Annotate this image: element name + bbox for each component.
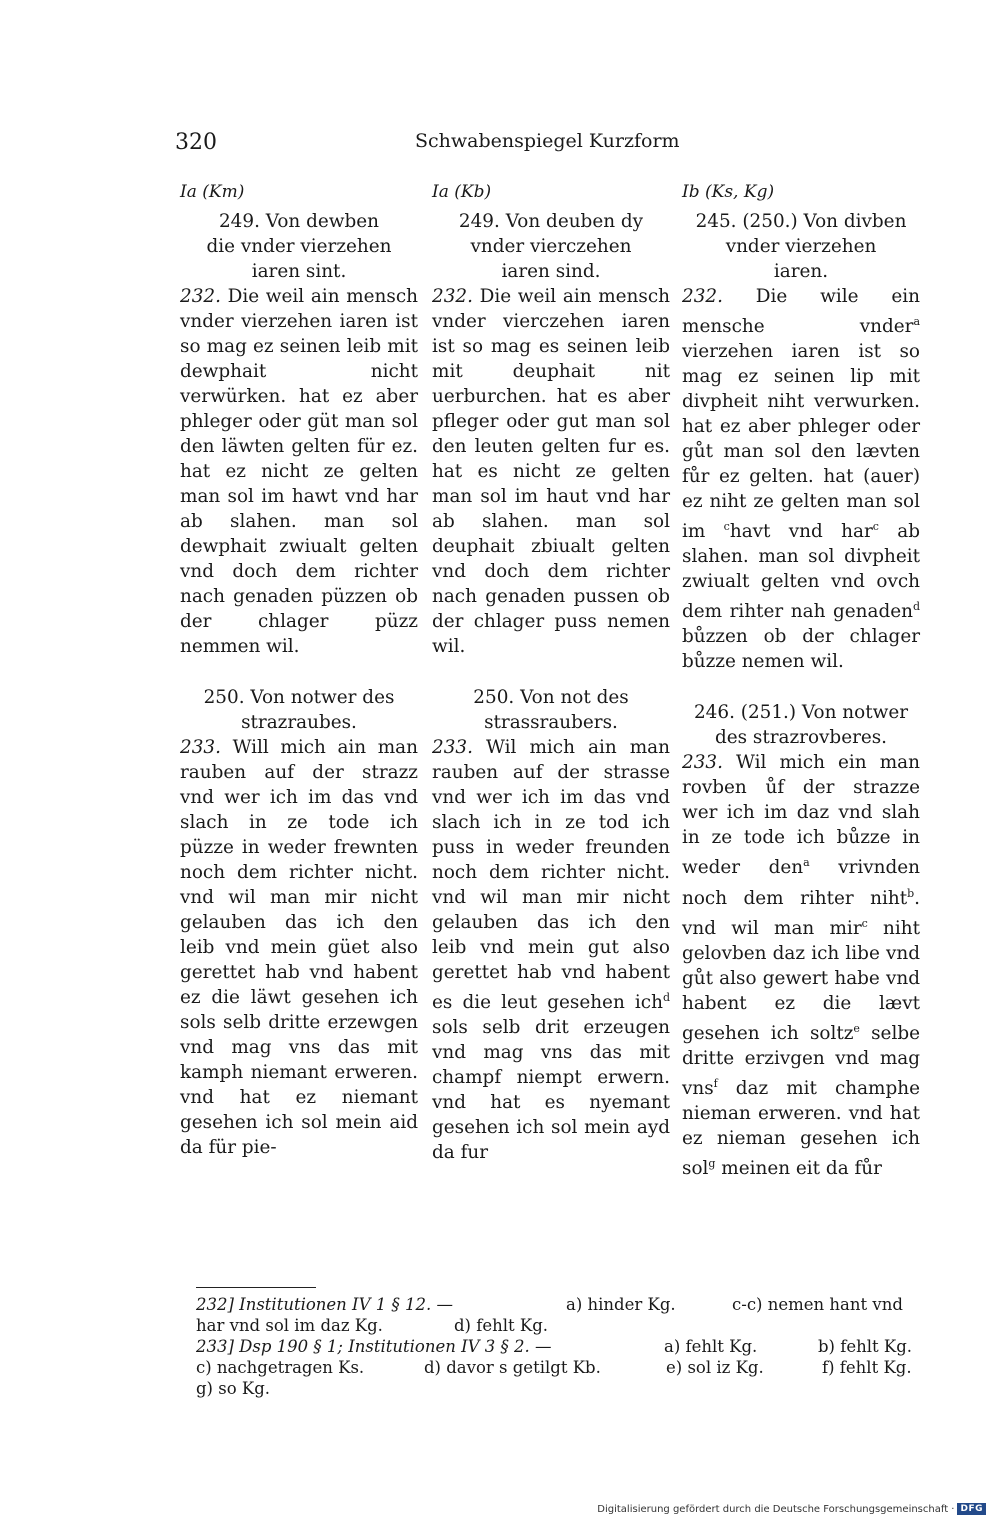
page-header	[0, 130, 1000, 160]
heading-line: vnder vierzehen	[725, 236, 877, 257]
footnote-marker: a	[803, 856, 810, 870]
chapter-heading	[432, 209, 670, 284]
text-run: sols selb drit erzeugen vnd mag vns das mit champf niempt erwern. vnd hat es nyemant gesehen ich sol mein ayd da fur	[432, 1017, 670, 1164]
footnote-marker: f	[713, 1076, 718, 1090]
footnote-marker: b	[907, 886, 915, 900]
column-ia-kb	[432, 180, 670, 1191]
footnote-233-d: d) davor s getilgt Kb.	[424, 1358, 601, 1377]
footnote-marker: c	[872, 520, 879, 534]
heading-line: vnder vierczehen	[470, 236, 632, 257]
text-run: Die weil ain mensch vnder vierzehen iaren ist so mag ez seinen leib mit dewphait nicht verwürken. hat ez aber phleger oder güt man sol den läwten gelten für ez. hat ez nicht ze gelten man sol im hawt vnd har ab slahen. man sol dewphait zwiualt gelten vnd doch dem richter nach genaden püzzen ob der chlager püzz nemmen wil.	[180, 286, 418, 657]
text-run: ab slahen. man sol divpheit zwiualt gelten vnd ovch dem rihter nah genaden	[682, 521, 920, 623]
text-run: vierzehen iaren ist so mag ez seinen lip mit divpheit niht verwurken. hat ez aber phleger oder gůt man sol den lævten fůr ez gelten. hat (auer) ez niht ze gelten man sol im	[682, 341, 920, 543]
chapter-text	[180, 735, 418, 1160]
heading-line: iaren.	[773, 261, 829, 282]
section-number: 233.	[682, 752, 723, 774]
footnote-233-c: c) nachgetragen Ks.	[196, 1358, 365, 1377]
text-run: Die wile ein mensche vnder	[682, 286, 920, 338]
heading-line: 246. (251.) Von notwer	[693, 702, 908, 724]
footnote-232-c: c-c) nemen hant vnd	[732, 1295, 903, 1314]
column-sigla: Ib (Ks, Kg)	[682, 182, 775, 202]
footnote-marker: a	[913, 315, 920, 328]
footnote-marker: e	[853, 1021, 860, 1035]
column-ib-ks-kg	[682, 180, 920, 1207]
chapter-249	[180, 209, 418, 659]
chapter-246	[682, 700, 920, 1181]
digitization-footer	[597, 1503, 986, 1515]
heading-line: 249. Von dewben	[218, 211, 380, 232]
chapter-text	[180, 284, 418, 659]
text-run: selbe dritte erzivgen vnd mag vns	[682, 1022, 920, 1099]
footnote-233-g: g) so Kg.	[196, 1379, 271, 1398]
chapter-text	[432, 284, 670, 659]
heading-line: strassraubers.	[484, 712, 618, 733]
chapter-heading	[180, 685, 418, 735]
page-number: 320	[175, 130, 217, 155]
footnote-232-a: a) hinder Kg.	[566, 1295, 676, 1314]
text-run: daz mit champhe nieman erweren. vnd hat ez nieman gesehen ich sol	[682, 1078, 920, 1180]
chapter-text	[432, 735, 670, 1165]
section-number: 232.	[682, 286, 723, 307]
text-run: Die weil ain mensch vnder vierczehen iaren ist so mag es seinen leib mit deuphait nit uerburchen. hat es aber pfleger oder gut man sol den leuten gelten fur es. hat es nicht ze gelten man sol im haut vnd har ab slahen. man sol deuphait zbiualt gelten vnd doch dem richter nach genaden pussen ob der chlager puss nemen wil.	[432, 286, 670, 657]
footer-text: Digitalisierung gefördert durch die Deutsche Forschungsgemeinschaft ·	[597, 1503, 955, 1515]
footnote-233-f: f) fehlt Kg.	[822, 1358, 912, 1377]
text-run: meinen eit da fůr	[715, 1158, 882, 1180]
text-run: havt vnd har	[729, 521, 873, 543]
column-sigla: Ia (Kb)	[432, 182, 492, 202]
chapter-text	[682, 750, 920, 1181]
heading-line: iaren sint.	[251, 261, 347, 282]
chapter-heading	[432, 685, 670, 735]
footnote-line	[196, 1336, 926, 1357]
heading-line: des strazrovberes.	[714, 727, 888, 749]
footnote-marker: c	[861, 916, 868, 930]
section-number: 232.	[432, 286, 473, 307]
chapter-245	[682, 209, 920, 674]
chapter-heading	[682, 209, 920, 284]
heading-line: iaren sind.	[501, 261, 601, 282]
footnote-232-c-cont: har vnd sol im daz Kg.	[196, 1316, 383, 1335]
chapter-heading	[682, 700, 920, 750]
footnote-line	[196, 1294, 926, 1315]
text-run: niht gelovben daz ich libe vnd gůt also gewert habe vnd habent ez die lævt gesehen ich soltz	[682, 917, 920, 1044]
column-ia-km	[180, 180, 418, 1186]
footnote-line	[196, 1378, 926, 1399]
footnote-233-e: e) sol iz Kg.	[666, 1358, 764, 1377]
footnote-line	[196, 1315, 926, 1336]
heading-line: strazraubes.	[241, 712, 357, 733]
footnote-232-source: 232] Institutionen IV 1 § 12. —	[196, 1295, 453, 1314]
footnote-233-b: b) fehlt Kg.	[818, 1337, 913, 1356]
chapter-249	[432, 209, 670, 659]
text-run: Wil mich ein man rovben ůf der strazze wer ich im daz vnd slah in ze tode ich bůzze in weder den	[682, 752, 920, 879]
heading-line: die vnder vierzehen	[206, 236, 392, 257]
footnote-233-source: 233] Dsp 190 § 1; Institutionen IV 3 § 2. —	[196, 1337, 552, 1356]
heading-line: 245. (250.) Von divben	[695, 211, 907, 232]
running-title: Schwabenspiegel Kurzform	[415, 130, 680, 152]
text-run: Wil mich ain man rauben auf der strasse vnd wer ich im das vnd slach ich in ze tod ich puss in weder freunden noch dem richter nicht. vnd wil man mir nicht gelauben das ich den leib vnd mein gut also gerettet hab vnd habent es die leut gesehen ich	[432, 737, 670, 1014]
chapter-250	[180, 685, 418, 1160]
chapter-heading	[180, 209, 418, 284]
chapter-250	[432, 685, 670, 1165]
text-run: . vnd wil man mir	[682, 887, 920, 939]
footnote-marker: g	[708, 1157, 716, 1170]
footnote-rule	[196, 1287, 316, 1288]
footnote-line	[196, 1357, 926, 1378]
section-number: 233.	[432, 737, 473, 758]
chapter-text	[682, 284, 920, 674]
heading-line: 249. Von deuben dy	[458, 211, 644, 232]
heading-line: 250. Von notwer des	[203, 687, 395, 708]
heading-line: 250. Von not des	[473, 687, 629, 708]
text-run: vrivnden noch dem rihter niht	[682, 857, 920, 909]
footnotes	[196, 1294, 926, 1399]
text-run: bůzzen ob der chlager bůzze nemen wil.	[682, 626, 920, 673]
section-number: 232.	[180, 286, 221, 307]
column-sigla: Ia (Km)	[180, 182, 245, 202]
text-run: Will mich ain man rauben auf der strazz vnd wer ich im das vnd slach in ze tode ich püzze in weder frewnten noch dem richter nicht. vnd wil man mir nicht gelauben das ich den leib vnd mein güet also gerettet hab vnd habent ez die läwt gesehen ich sols selb dritte erzewgen vnd mag vns das mit kamph niemant erweren. vnd hat ez niemant gesehen ich sol mein aid da für pie-	[180, 737, 418, 1158]
section-number: 233.	[180, 737, 221, 758]
footnote-232-d: d) fehlt Kg.	[454, 1316, 549, 1335]
footnote-marker: d	[662, 991, 670, 1004]
footnote-marker: c	[723, 520, 730, 534]
footnote-233-a: a) fehlt Kg.	[664, 1337, 758, 1356]
footnote-marker: d	[912, 600, 920, 614]
dfg-logo: DFG	[957, 1503, 986, 1515]
